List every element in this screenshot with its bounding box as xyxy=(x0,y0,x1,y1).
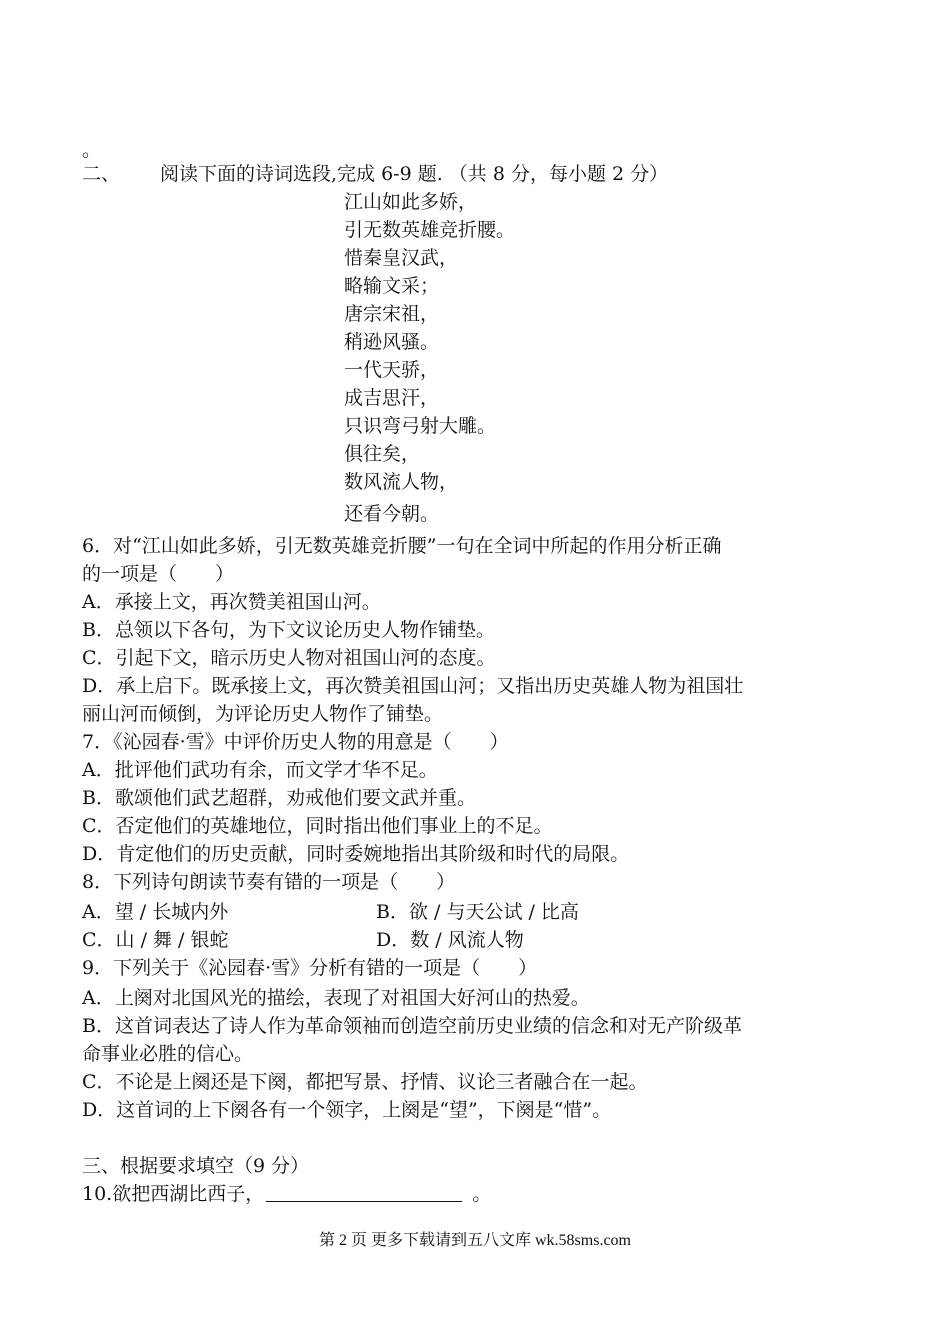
q6-stem-line-2: 的一项是（ ） xyxy=(82,563,235,585)
q8-option-d: D．数 / 风流人物 xyxy=(376,929,524,951)
poem-line: 还看今朝。 xyxy=(344,503,440,525)
q10-answer-blank[interactable] xyxy=(266,1183,462,1202)
q8-option-b: B．欲 / 与天公试 / 比高 xyxy=(376,901,579,923)
q10-suffix: 。 xyxy=(472,1183,492,1205)
section-2-number: 二、 xyxy=(82,163,121,185)
q7-stem: 7．《沁园春·雪》中评价历史人物的用意是（ ） xyxy=(82,731,509,753)
q10-prefix: 10.欲把西湖比西子， xyxy=(82,1183,265,1205)
q6-stem-line-1: 6．对“江山如此多娇，引无数英雄竞折腰”一句在全词中所起的作用分析正确 xyxy=(82,535,722,557)
section-2-title: 阅读下面的诗词选段,完成 6-9 题. （共 8 分，每小题 2 分） xyxy=(160,163,669,185)
poem-line: 惜秦皇汉武， xyxy=(344,247,459,269)
q6-option-d-line-2: 丽山河而倾倒，为评论历史人物作了铺垫。 xyxy=(82,703,444,725)
poem-line: 江山如此多娇， xyxy=(344,191,478,213)
poem-line: 唐宗宋祖， xyxy=(344,303,440,325)
poem-line: 俱往矣， xyxy=(344,443,421,465)
poem-line: 数风流人物， xyxy=(344,471,459,493)
q9-option-d: D．这首词的上下阕各有一个领字，上阕是“望”，下阕是“惜”。 xyxy=(82,1099,612,1121)
poem-line: 略输文采； xyxy=(344,275,440,297)
q8-stem: 8．下列诗句朗读节奏有错的一项是（ ） xyxy=(82,871,456,893)
q8-option-a: A．望 / 长城内外 xyxy=(82,901,229,923)
poem-line: 一代天骄， xyxy=(344,359,440,381)
q9-option-b-line-2: 命事业必胜的信心。 xyxy=(82,1043,254,1065)
q7-option-a: A．批评他们武功有余，而文学才华不足。 xyxy=(82,759,438,781)
q10-fill-in xyxy=(82,1180,491,1208)
q6-option-a: A．承接上文，再次赞美祖国山河。 xyxy=(82,591,381,613)
q9-option-c: C．不论是上阕还是下阕，都把写景、抒情、议论三者融合在一起。 xyxy=(82,1071,648,1093)
poem-line: 引无数英雄竞折腰。 xyxy=(344,219,516,241)
q8-option-c: C．山 / 舞 / 银蛇 xyxy=(82,929,229,951)
top-period: 。 xyxy=(82,139,102,161)
q7-option-c: C．否定他们的英雄地位，同时指出他们事业上的不足。 xyxy=(82,815,553,837)
q7-option-d: D．肯定他们的历史贡献，同时委婉地指出其阶级和时代的局限。 xyxy=(82,843,630,865)
q9-option-a: A．上阕对北国风光的描绘，表现了对祖国大好河山的热爱。 xyxy=(82,987,590,1009)
q7-option-b: B．歌颂他们武艺超群，劝戒他们要文武并重。 xyxy=(82,787,476,809)
poem-line: 只识弯弓射大雕。 xyxy=(344,415,497,437)
page-footer: 第 2 页 更多下载请到五八文库 wk.58sms.com xyxy=(318,1232,631,1249)
poem-line: 成吉思汗， xyxy=(344,387,440,409)
q9-stem: 9．下列关于《沁园春·雪》分析有错的一项是（ ） xyxy=(82,957,538,979)
q9-option-b-line-1: B．这首词表达了诗人作为革命领袖而创造空前历史业绩的信念和对无产阶级革 xyxy=(82,1015,742,1037)
section-3-heading: 三、根据要求填空（9 分） xyxy=(82,1155,310,1177)
section-2-heading xyxy=(82,160,668,188)
poem-line: 稍逊风骚。 xyxy=(344,331,440,353)
q6-option-b: B．总领以下各句，为下文议论历史人物作铺垫。 xyxy=(82,619,495,641)
q6-option-c: C．引起下文，暗示历史人物对祖国山河的态度。 xyxy=(82,647,496,669)
q6-option-d-line-1: D．承上启下。既承接上文，再次赞美祖国山河；又指出历史英雄人物为祖国壮 xyxy=(82,675,744,697)
